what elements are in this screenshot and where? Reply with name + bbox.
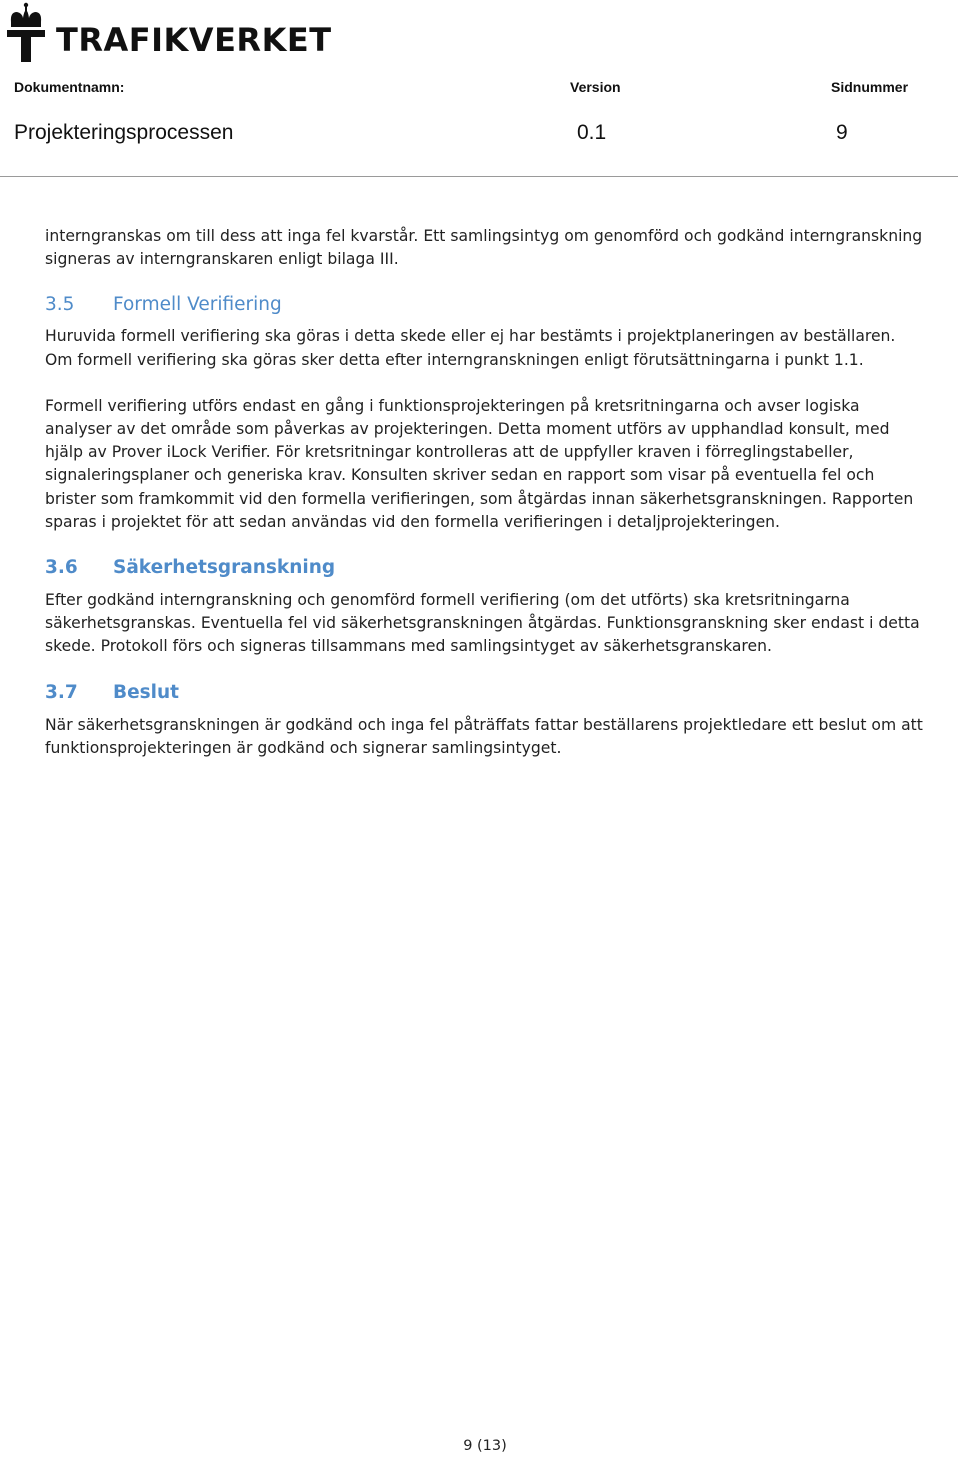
- page-number-label: Sidnummer: [831, 79, 909, 95]
- version-label: Version: [570, 79, 621, 95]
- trafikverket-logo: [4, 2, 332, 64]
- intro-paragraph: interngranskas om till dess att inga fel kvarstår. Ett samlingsintyg om genomförd och godkänd interngranskning signeras av interngranskaren enligt bilaga III.: [45, 227, 923, 269]
- header-divider: [0, 176, 958, 177]
- section-title: Beslut: [113, 681, 180, 703]
- section-3-5-heading: [45, 293, 925, 317]
- page-footer: 9 (13): [463, 1438, 507, 1454]
- document-body: [45, 225, 925, 760]
- section-3-5-paragraph-1: Huruvida formell verifiering ska göras i detta skede eller ej har bestämts i projektplaneringen av beställaren. Om formell verifiering ska göras sker detta efter interngranskningen enligt förutsättningarna i punkt 1.1.: [45, 327, 896, 369]
- section-3-7-heading: [45, 681, 925, 705]
- section-number: 3.7: [45, 681, 78, 703]
- crown-t-logo-icon: [4, 2, 48, 64]
- section-title: Säkerhetsgranskning: [113, 557, 336, 579]
- document-name-label: Dokumentnamn:: [14, 79, 125, 95]
- version-value: 0.1: [577, 121, 607, 144]
- section-title: Formell Verifiering: [113, 294, 282, 316]
- section-number: 3.6: [45, 557, 78, 579]
- logo-wordmark: TRAFIKVERKET: [56, 21, 332, 59]
- section-3-6-heading: [45, 556, 925, 580]
- section-3-7-paragraph: När säkerhetsgranskningen är godkänd och inga fel påträffats fattar beställarens projektledare ett beslut om att funktionsprojekteringen är godkänd och signerar samlingsintyget.: [45, 715, 923, 757]
- page-number-value: 9: [836, 121, 848, 144]
- document-name-value: Projekteringsprocessen: [14, 121, 234, 144]
- section-3-5-paragraph-2: Formell verifiering utförs endast en gång i funktionsprojekteringen på kretsritningarna och avser logiska analyser av det område som påverkas av projekteringen. Detta moment utförs av upphandlad konsult, med hjälp av Prover iLock Verifier. För kretsritningar kontrolleras att de uppfyller kraven i förreglingstabeller, signaleringsplaner och generiska krav. Konsulten skriver sedan en rapport som visar på eventuella fel och brister som framkommit vid den formella verifieringen, som åtgärdas innan säkerhetsgranskningen. Rapporten sparas i projektet för att sedan användas vid den formella verifieringen i detaljprojekteringen.: [45, 396, 914, 531]
- section-number: 3.5: [45, 294, 75, 316]
- section-3-6-paragraph: Efter godkänd interngranskning och genomförd formell verifiering (om det utförts) ska kretsritningarna säkerhetsgranskas. Eventuella fel vid säkerhetsgranskningen åtgärdas. Funktionsgranskning sker endast i detta skede. Protokoll förs och signeras tillsammans med samlingsintyget av säkerhetsgranskaren.: [45, 591, 920, 656]
